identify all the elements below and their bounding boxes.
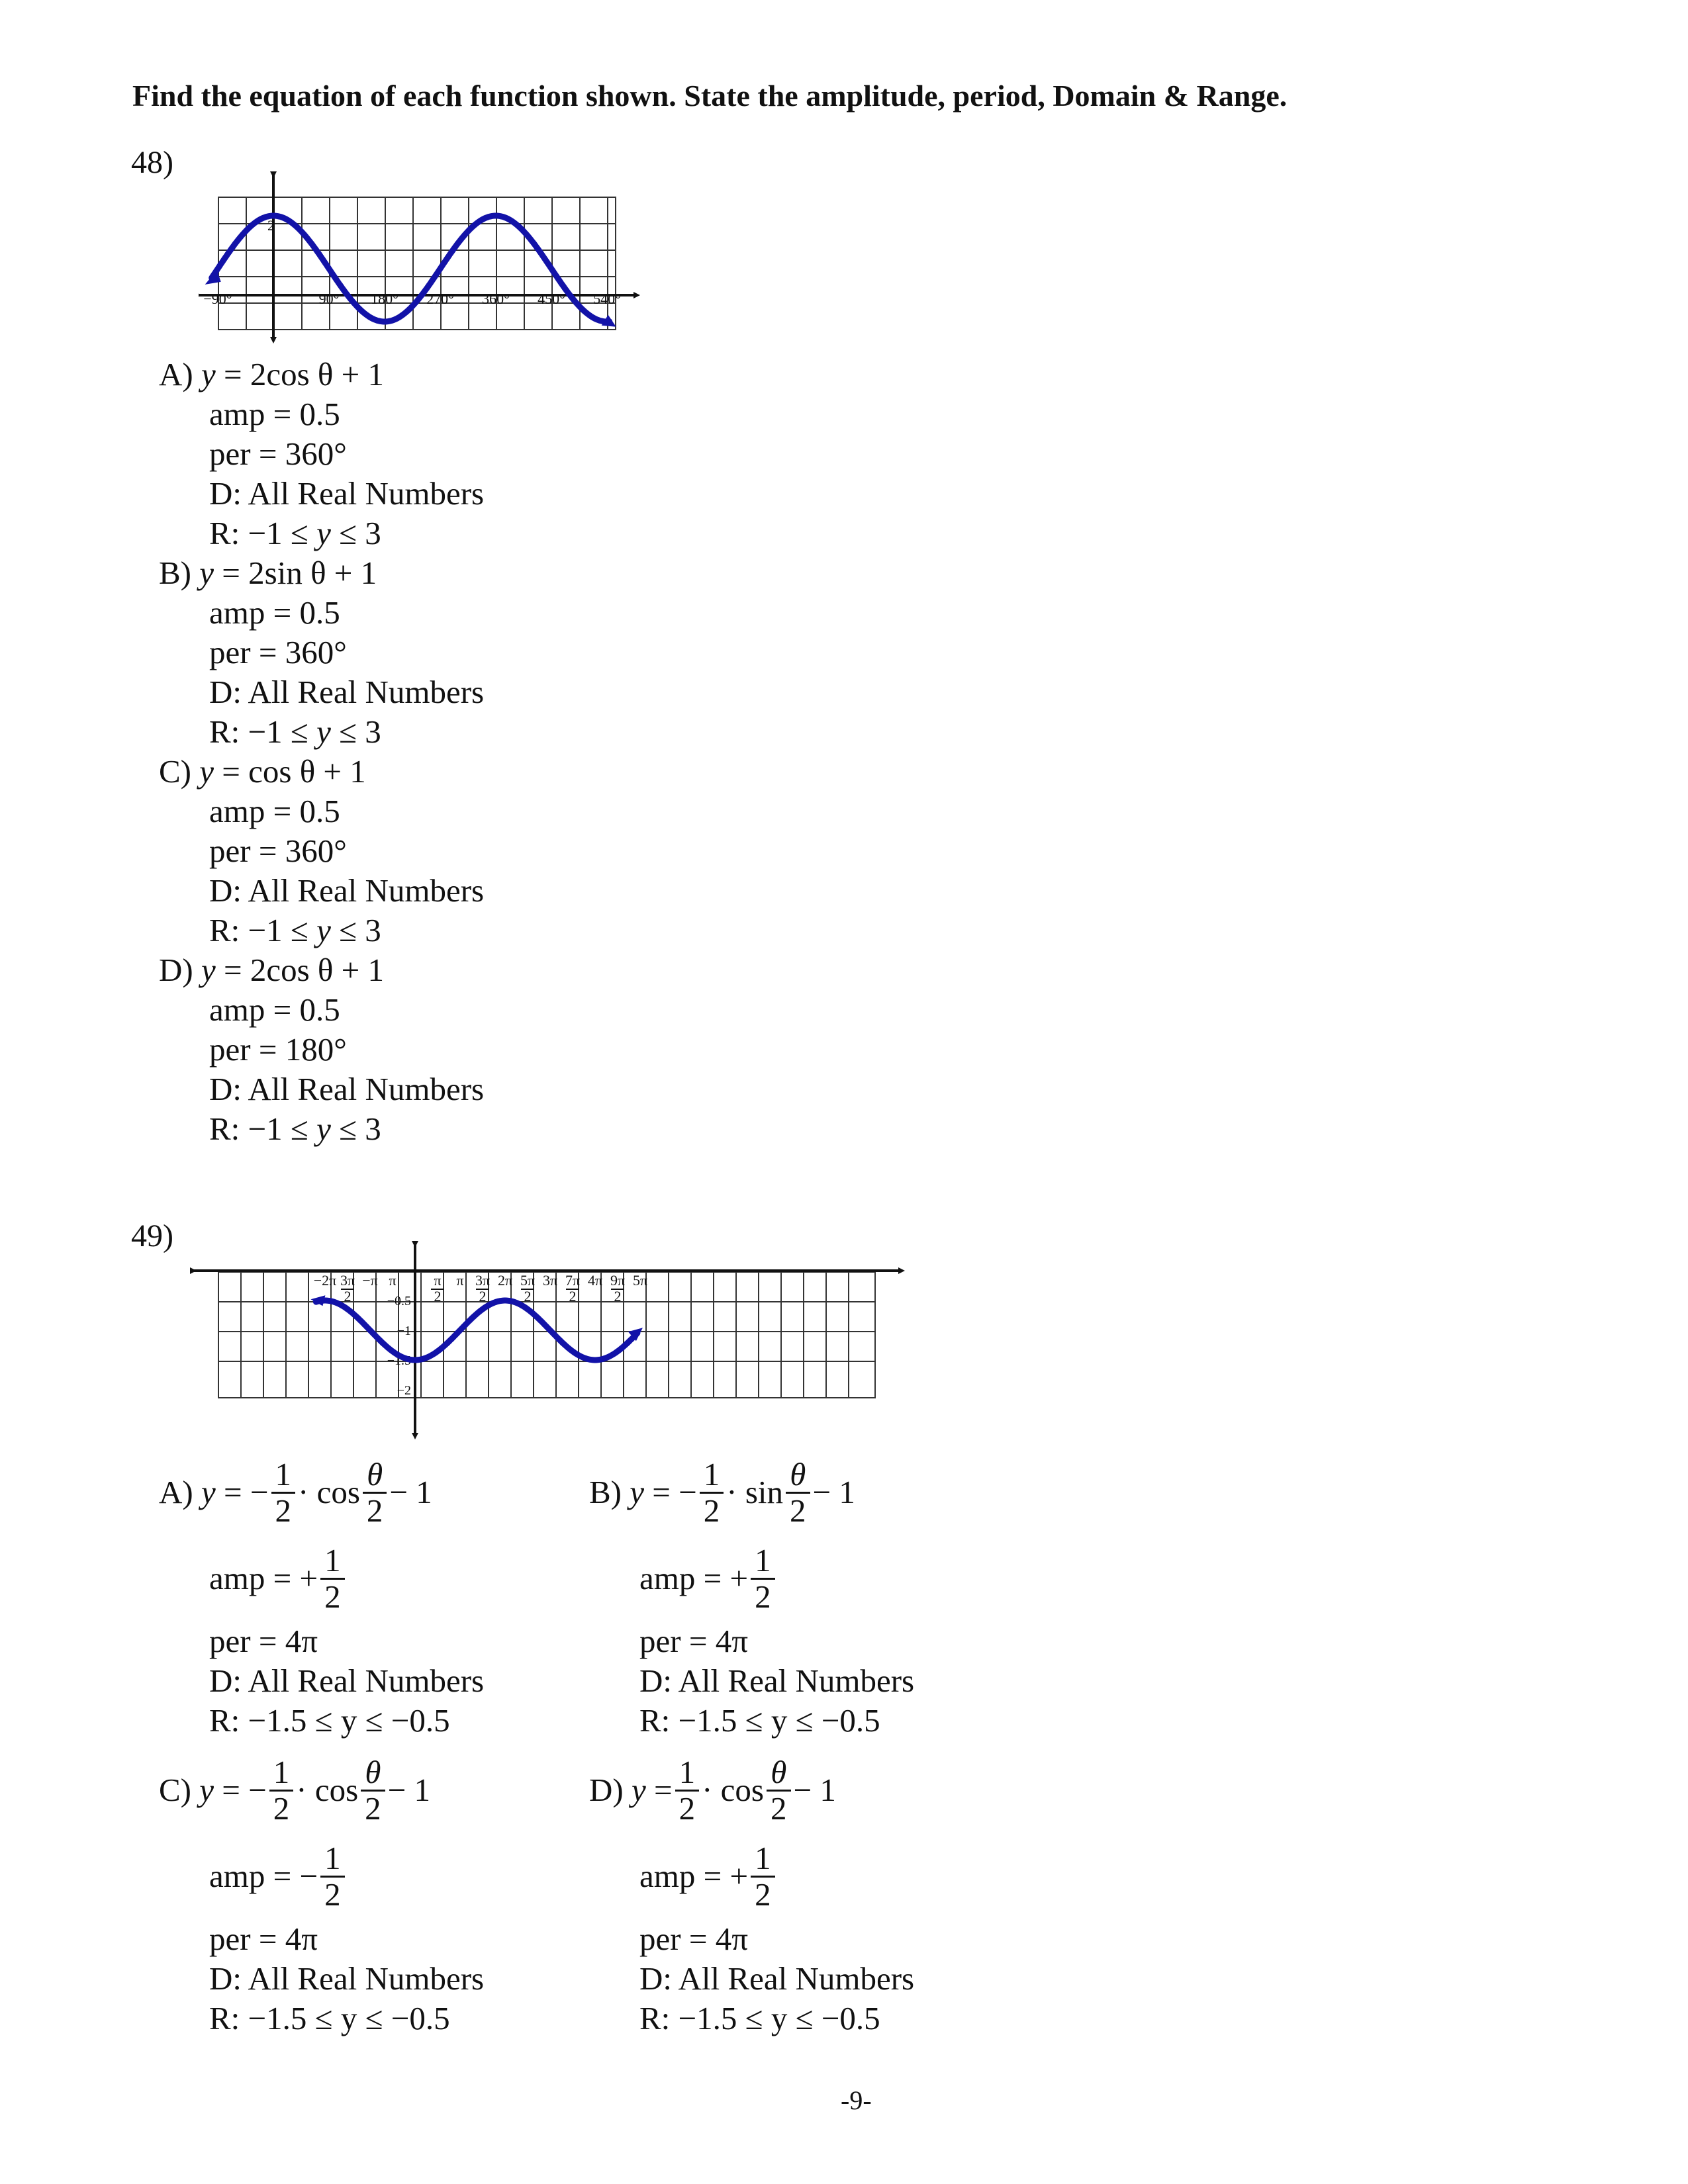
q49-graph bbox=[185, 1232, 907, 1444]
q49-curve bbox=[316, 1300, 637, 1360]
q48-graph bbox=[199, 171, 642, 344]
q49-c-theta-frac: $\frac{\theta}{2}$ bbox=[361, 1755, 385, 1826]
q49-x-tick-label: 3π bbox=[340, 1272, 355, 1289]
page-number: -9- bbox=[841, 2085, 872, 2115]
q49-x-tick-label: 7π bbox=[565, 1272, 581, 1289]
q49-a-coef-frac: $\frac{1}{2}$ bbox=[271, 1457, 296, 1528]
q49-x-tick-denominator: 2 bbox=[479, 1288, 487, 1304]
q49-x-tick-label: 2π bbox=[497, 1272, 513, 1289]
q48-y-tick-label: 2 bbox=[267, 217, 275, 234]
q49-grid bbox=[218, 1272, 875, 1398]
q49-x-tick-label: −π bbox=[362, 1272, 378, 1289]
q48-x-tick-label: 270° bbox=[426, 291, 454, 307]
q49-b-theta-frac: $\frac{\theta}{2}$ bbox=[786, 1457, 810, 1528]
q48-x-tick-label: 450° bbox=[538, 291, 565, 307]
instructions-heading: Find the equation of each function shown. State the amplitude, period, Domain & Range. bbox=[132, 79, 1288, 113]
q49-option-a[interactable]: A) y = − $\frac{1}{2}$ · cos $\frac{\theta}{2}$ − 1 amp = + $\frac{1}{2}$ per = 4π D: All Real Numbers R: −1.5 ≤ y ≤ −0.5 bbox=[159, 1455, 485, 1739]
q49-c-coef-frac: $\frac{1}{2}$ bbox=[269, 1755, 294, 1826]
q49-option-d[interactable]: D) y = $\frac{1}{2}$ · cos $\frac{\theta}{2}$ − 1 amp = + $\frac{1}{2}$ per = 4π D: All Real Numbers R: −1.5 ≤ y ≤ −0.5 bbox=[589, 1753, 915, 2036]
q49-x-tick-denominator: 2 bbox=[344, 1288, 352, 1304]
q49-y-tick-label: −1.5 bbox=[387, 1353, 411, 1368]
q48-x-tick-label: −90° bbox=[203, 291, 232, 307]
q49-c-amp-frac: $\frac{1}{2}$ bbox=[320, 1841, 345, 1912]
q49-a-theta-frac: $\frac{\theta}{2}$ bbox=[363, 1457, 387, 1528]
q49-x-tick-label: π bbox=[456, 1272, 464, 1289]
q48-x-tick-label: 540° bbox=[593, 291, 621, 307]
q49-d-amp-frac: $\frac{1}{2}$ bbox=[751, 1841, 775, 1912]
question-48-number: 48) bbox=[131, 145, 173, 180]
q49-y-tick-label: −0.5 bbox=[387, 1294, 411, 1308]
q48-option-a[interactable]: A) y = 2cos θ + 1 amp = 0.5 per = 360° D: All Real Numbers R: −1 ≤ y ≤ 3 bbox=[159, 356, 485, 551]
q49-y-tick-label: −1 bbox=[397, 1324, 411, 1338]
q49-b-amp-frac: $\frac{1}{2}$ bbox=[751, 1543, 775, 1614]
q49-d-coef-frac: $\frac{1}{2}$ bbox=[675, 1755, 700, 1826]
q49-y-tick-label: −2 bbox=[397, 1383, 411, 1398]
q49-x-tick-label: 4π bbox=[587, 1272, 603, 1289]
q48-option-b[interactable]: B) y = 2sin θ + 1 amp = 0.5 per = 360° D: All Real Numbers R: −1 ≤ y ≤ 3 bbox=[159, 555, 485, 750]
q49-x-tick-label: π bbox=[434, 1272, 442, 1289]
question-49-number: 49) bbox=[131, 1218, 173, 1253]
q48-x-tick-label: 180° bbox=[371, 291, 399, 307]
q49-x-tick-label: 5π bbox=[632, 1272, 648, 1289]
q49-x-tick-label: −2π bbox=[313, 1272, 337, 1289]
q49-x-tick-denominator: 2 bbox=[434, 1288, 442, 1304]
q49-x-tick-label: 5π bbox=[520, 1272, 536, 1289]
q49-x-tick-label: 3π bbox=[542, 1272, 558, 1289]
q49-x-tick-label: π bbox=[389, 1272, 397, 1289]
q48-option-d[interactable]: D) y = 2cos θ + 1 amp = 0.5 per = 180° D: All Real Numbers R: −1 ≤ y ≤ 3 bbox=[159, 952, 485, 1147]
q49-x-tick-label: 9π bbox=[610, 1272, 626, 1289]
q49-option-c[interactable]: C) y = − $\frac{1}{2}$ · cos $\frac{\theta}{2}$ − 1 amp = − $\frac{1}{2}$ per = 4π D: All Real Numbers R: −1.5 ≤ y ≤ −0.5 bbox=[159, 1753, 485, 2036]
q48-options bbox=[159, 355, 484, 1149]
q49-x-tick-denominator: 2 bbox=[614, 1288, 622, 1304]
q49-option-b[interactable]: B) y = − $\frac{1}{2}$ · sin $\frac{\theta}{2}$ − 1 amp = + $\frac{1}{2}$ per = 4π D: All Real Numbers R: −1.5 ≤ y ≤ −0.5 bbox=[589, 1455, 915, 1739]
q49-d-theta-frac: $\frac{\theta}{2}$ bbox=[767, 1755, 791, 1826]
q49-b-coef-frac: $\frac{1}{2}$ bbox=[700, 1457, 724, 1528]
q48-x-tick-label: 360° bbox=[482, 291, 510, 307]
q49-x-tick-label: 3π bbox=[475, 1272, 491, 1289]
q49-x-tick-denominator: 2 bbox=[569, 1288, 577, 1304]
q49-a-amp-frac: $\frac{1}{2}$ bbox=[320, 1543, 345, 1614]
q49-x-tick-denominator: 2 bbox=[524, 1288, 532, 1304]
q48-x-tick-label: 90° bbox=[318, 291, 340, 307]
q48-option-c[interactable]: C) y = cos θ + 1 amp = 0.5 per = 360° D: All Real Numbers R: −1 ≤ y ≤ 3 bbox=[159, 753, 485, 948]
